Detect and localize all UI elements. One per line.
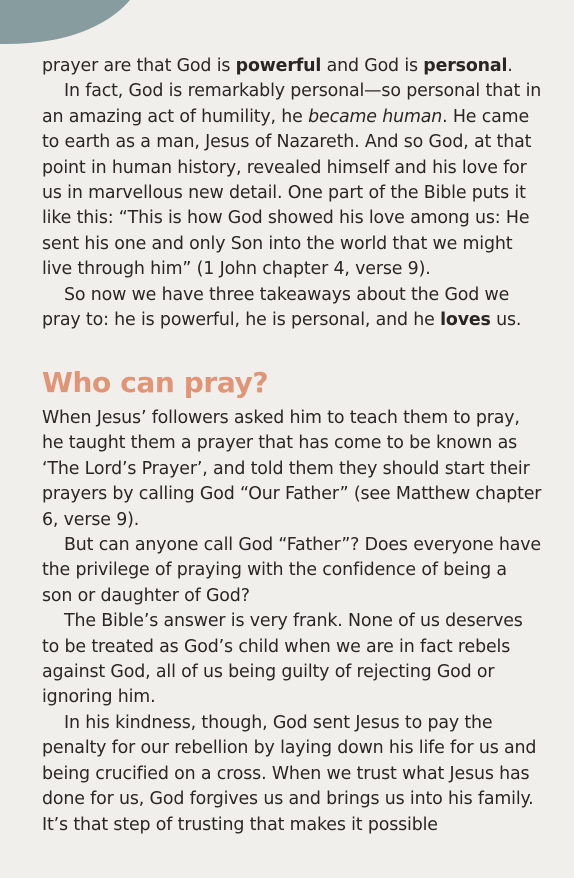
text-run: .	[507, 56, 513, 76]
text-run: and God is	[321, 56, 424, 76]
text-run: us.	[490, 310, 522, 331]
intro-text-block	[42, 54, 542, 333]
intro-paragraph-2	[42, 79, 542, 282]
intro-paragraph-3	[42, 283, 542, 334]
emphasis-powerful: powerful	[235, 56, 322, 76]
text-run: So now we have three takeaways about the God we pray to: he is powerful, he is personal, and he	[42, 284, 510, 331]
intro-paragraph-1	[42, 54, 542, 79]
who-can-pray-section	[42, 366, 542, 838]
text-run: prayer are that God is	[42, 56, 236, 76]
text-run: In fact, God is remarkably personal—so personal that in an amazing act of humility, he	[42, 81, 542, 127]
section-paragraph-4: In his kindness, though, God sent Jesus to pay the penalty for our rebellion by laying down his life for us and being crucified on a cross. When we trust what Jesus has done for us, God forgives us and brings us into his family. It’s that step of trusting that makes it possible	[42, 712, 537, 835]
corner-wave-decoration	[0, 0, 140, 48]
text-run: . He came to earth as a man, Jesus of Nazareth. And so God, at that point in human history, revealed himself and his love for us in marvellous new detail. One part of the Bible puts it like this: “This is how God showed his love among us: He sent his one and only Son into the world that we might live through him” (1 John chapter 4, verse 9).	[42, 106, 532, 280]
section-paragraph-2: But can anyone call God “Father”? Does everyone have the privilege of praying with the confidence of being a son or daughter of God?	[42, 535, 541, 606]
emphasis-loves: loves	[440, 310, 491, 331]
section-paragraph-1: When Jesus’ followers asked him to teach them to pray, he taught them a prayer that has come to be known as ‘The Lord’s Prayer’, and told them they should start their prayers by calling God “Our Father” (see Matthew chapter 6, verse 9).	[42, 408, 542, 530]
section-paragraph-3: The Bible’s answer is very frank. None of us deserves to be treated as God’s child when we are in fact rebels against God, all of us being guilty of rejecting God or ignoring him.	[42, 611, 523, 708]
emphasis-personal: personal	[423, 56, 508, 76]
emphasis-became-human: became human	[308, 106, 443, 127]
section-heading: Who can pray?	[42, 366, 269, 399]
